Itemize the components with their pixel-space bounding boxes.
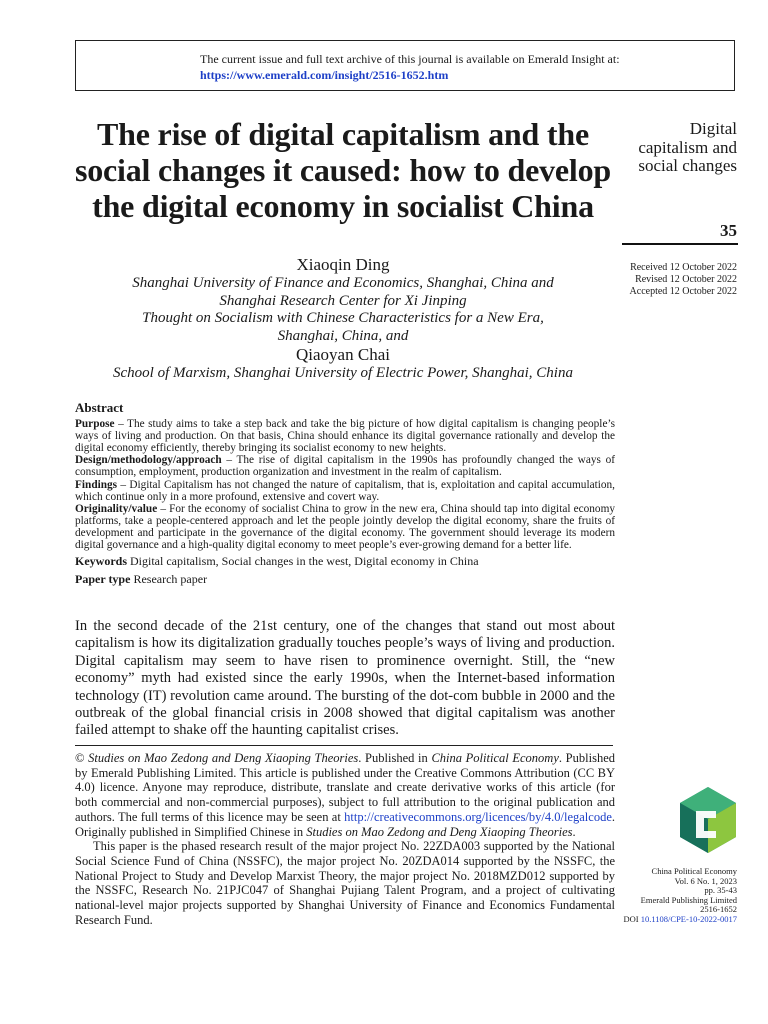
article-title: The rise of digital capitalism and the social changes it caused: how to develop the digital economy in socialist China [74,116,611,224]
purpose-text: – The study aims to take a step back and take the big picture of how digital capitalism is changing people’s ways of living and production. On that basis, China should enhance its digital governance rationally and develop the digital economy efficiently, thereby bringing its socialist economy to new heights. [75,418,615,455]
journal-issn: 2516-1652 [700,904,737,915]
running-head-rule [622,243,738,245]
design-label: Design/methodology/approach [75,454,222,467]
author-affiliation: Shanghai Research Center for Xi Jinping [219,292,467,309]
article-dates [630,262,737,298]
journal-volume: Vol. 6 No. 1, 2023 [674,875,737,886]
orig-source-title: Studies on Mao Zedong and Deng Xiaoping Theories [306,824,573,839]
journal-publisher: Emerald Publishing Limited [640,894,737,905]
footnote-rule [75,745,613,746]
journal-url-link[interactable]: https://www.emerald.com/insight/2516-1652.htm [200,68,449,82]
journal-access-box [75,40,735,91]
author-affiliation: Thought on Socialism with Chinese Characteristics for a New Era, [142,310,544,326]
author-affiliation: Shanghai, China, and [277,327,409,344]
orig-end: . [572,824,576,839]
footnote [75,751,615,927]
journal-info [597,867,737,925]
author-name: Qiaoyan Chai [296,345,390,364]
paper-type-label: Paper type [75,572,131,587]
doi-label: DOI [623,913,641,924]
author-affiliation: School of Marxism, Shanghai University of Electric Power, Shanghai, China [113,365,573,381]
paper-type [75,572,615,587]
findings-text: – Digital Capitalism has not changed the nature of capitalism, that is, exploitation and capital accumulation, which continue only in a more profound, extensive and covert way. [75,478,615,503]
journal-name: China Political Economy [651,866,737,876]
access-note: The current issue and full text archive of this journal is available on Emerald Insight at: [200,52,620,66]
abstract [75,402,615,587]
source-title: Studies on Mao Zedong and Deng Xiaoping Theories [88,751,359,765]
licence-text: . Published by Emerald Publishing Limited. This article is published under the Creative Commons Attribution (CC BY 4.0) licence. Anyone may reproduce, distribute, translate and create derivative works of this article (for both commercial and non-commercial purposes), subject to full attribution to the original publication and authors. The full terms of this licence may be seen at [75,751,615,824]
author-affiliation: Shanghai University of Finance and Economics, Shanghai, China and [132,275,554,291]
licence-link[interactable]: http://creativecommons.org/licences/by/4.0/legalcode [344,809,612,824]
findings-label: Findings [75,478,118,491]
abstract-design [75,454,615,478]
originality-text: – For the economy of socialist China to grow in the new era, China should tap into digital economy platforms, take a people-centered approach and let the people jointly develop the digital economy, share the fruits of development and participate in the governance of the digital economy. The government should leverage its modern digital governance and a high-quality digital economy to meet people’s ever-growing demand for a better life. [75,502,615,552]
running-head-line: social changes [638,156,737,175]
accepted-date: Accepted 12 October 2022 [629,286,737,297]
running-head-line: Digital [689,119,737,138]
journal-doi [597,915,737,925]
keywords-text: Digital capitalism, Social changes in the west, Digital economy in China [127,554,479,569]
funding-note: This paper is the phased research result of the major project No. 22ZDA003 supported by the National Social Science Fund of China (NSSFC), the major project No. 20ZDA014 supported by the NSSFC, the National Project to Study and Develop Marxist Theory, the major project No. 2018MZD012 supported by the NSSFC, Research No. 21PJC047 of Shanghai Pujiang Talent Program, and a project of cultivating national-level major projects supported by Shanghai University of Finance and Economics Fundamental Research Fund. [75,839,615,927]
keywords-label: Keywords [75,554,127,569]
copyright-symbol: © [75,751,89,765]
doi-link[interactable]: 10.1108/CPE-10-2022-0017 [640,913,737,924]
running-head [587,120,737,176]
purpose-label: Purpose [75,418,115,431]
revised-date: Revised 12 October 2022 [635,274,737,285]
running-head-line: capitalism and [638,137,737,157]
design-text: – The rise of digital capitalism in the 1990s has profoundly changed the ways of consumption, employment, production organization and investment in the realm of capitalism. [75,454,615,479]
journal-title: China Political Economy [431,751,559,765]
page-number: 35 [720,221,737,240]
body-paragraph: In the second decade of the 21st century, one of the changes that stand out most about capitalism is how its digitalization gradually touches people’s ways of living and production. Digital capitalism may seem to have risen to prominence overnight. Still, the “new economy” myth had existed since the early 1990s, when the Internet-based information technology (IT) revolution came around. The bursting of the dot-com bubble in 2000 and the outbreak of the global financial crisis in 2008 showed that digital capitalism was another failed attempt to shake off the haunting capitalist crises. [75,618,615,739]
originality-label: Originality/value [75,502,158,515]
received-date: Received 12 October 2022 [630,262,737,273]
journal-pages: pp. 35-43 [704,885,737,896]
emerald-logo-icon [676,785,740,855]
abstract-purpose [75,418,615,454]
paper-type-text: Research paper [130,572,208,587]
keywords [75,554,615,569]
abstract-heading: Abstract [75,400,124,415]
author-block [60,255,626,383]
author-name: Xiaoqin Ding [296,255,390,274]
orig-pub-text: . Originally published in Simplified Chinese in [75,809,615,839]
copyright-note [75,751,615,839]
published-in-text: . Published in [358,751,432,765]
abstract-originality [75,503,615,551]
abstract-findings [75,479,615,503]
